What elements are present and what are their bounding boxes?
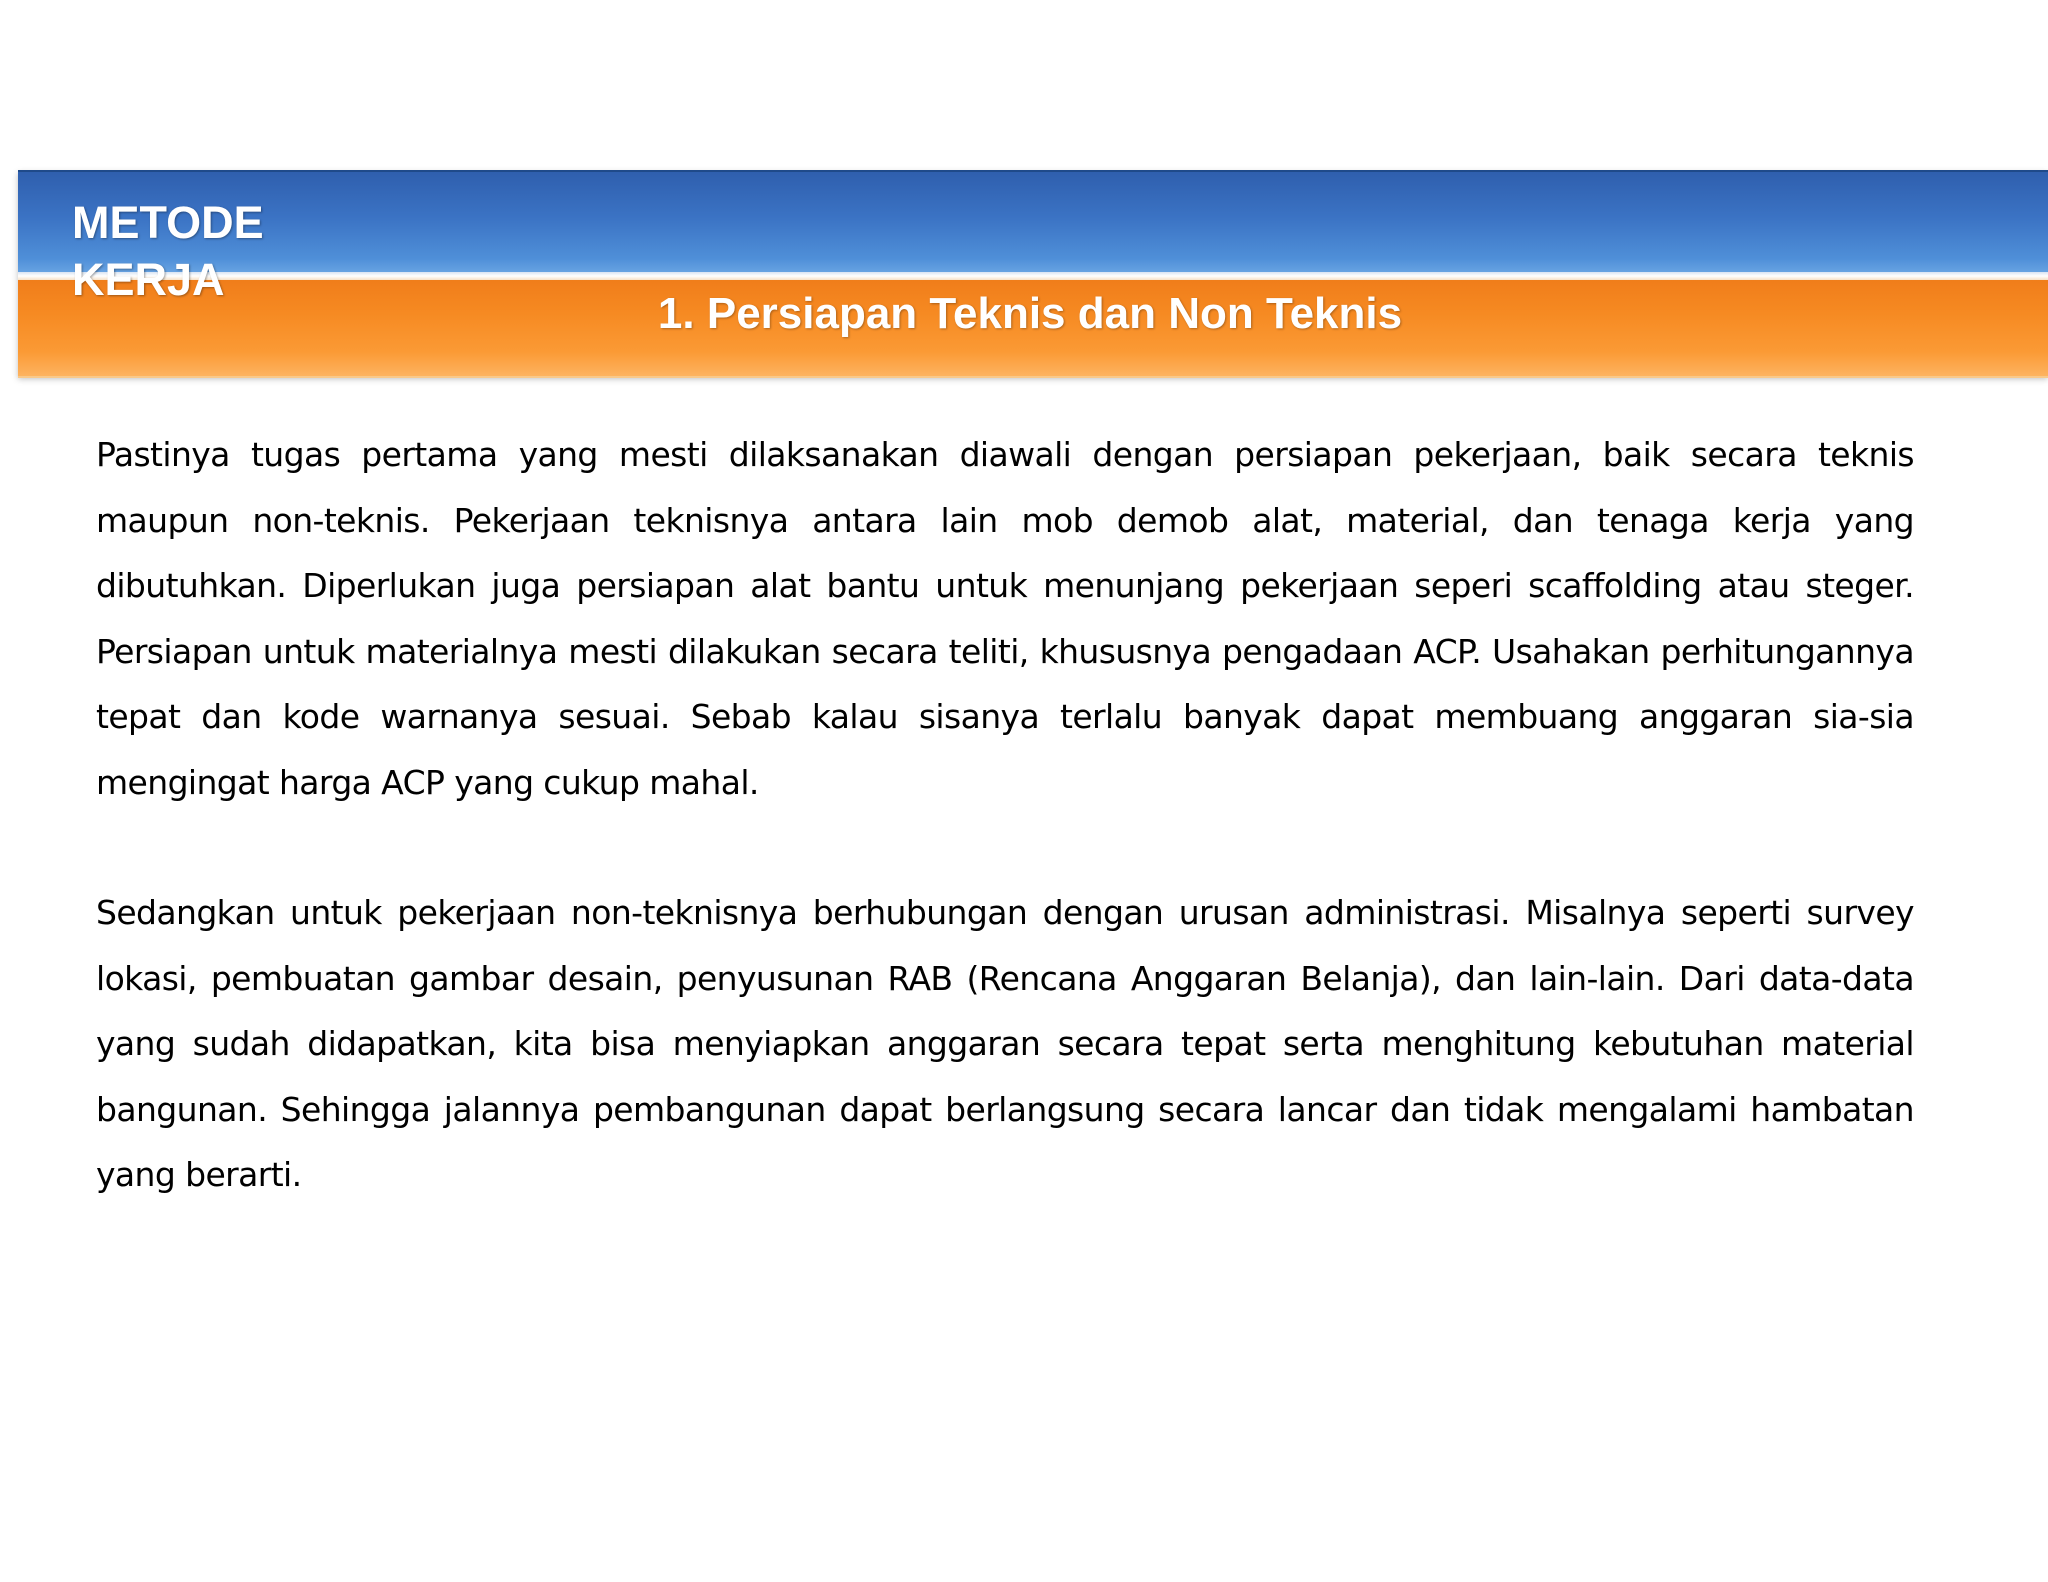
paragraph-non-technical: Sedangkan untuk pekerjaan non-teknisnya berhubungan dengan urusan administrasi. Misalnya seperti survey lokasi, pembuatan gambar desain, penyusunan RAB (Rencana Anggaran Belanja), dan lain-lain. Dari data-data yang sudah didapatkan, kita bisa menyiapkan anggaran secara tepat serta menghitung kebutuhan material bangunan. Sehingga jalannya pembangunan dapat berlangsung secara lancar dan tidak mengalami hambatan yang berarti. — [96, 893, 1914, 1194]
paragraph-technical: Pastinya tugas pertama yang mesti dilaksanakan diawali dengan persiapan pekerjaan, baik secara teknis maupun non-teknis. Pekerjaan teknisnya antara lain mob demob alat, material, dan tenaga kerja yang dibutuhkan. Diperlukan juga persiapan alat bantu untuk menunjang pekerjaan seperi scaffolding atau steger. Persiapan untuk materialnya mesti dilakukan secara teliti, khususnya pengadaan ACP. Usahakan perhitungannya tepat dan kode warnanya sesuai. Sebab kalau sisanya terlalu banyak dapat membuang anggaran sia-sia mengingat harga ACP yang cukup mahal. — [96, 435, 1914, 802]
section-label: METODE KERJA — [72, 197, 264, 305]
content-body — [96, 422, 1914, 1273]
slide-title: 1. Persiapan Teknis dan Non Teknis — [657, 289, 1403, 338]
